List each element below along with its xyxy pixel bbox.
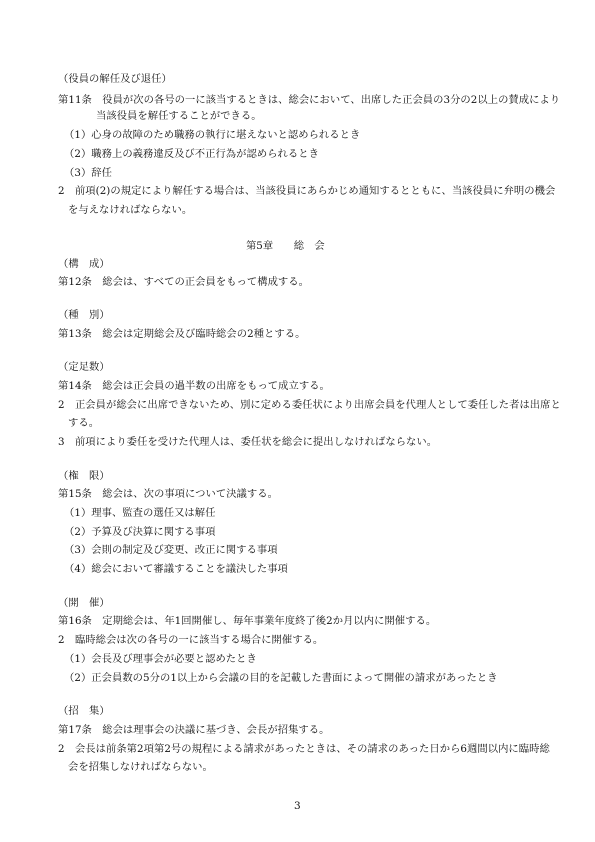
paragraph-2-continuation: する。 [68, 417, 100, 429]
chapter-title: 第5章 総 会 [246, 240, 325, 252]
article-11-continuation: 当該役員を解任することができる。 [96, 110, 262, 122]
article-12-text: 第12条 総会は、すべての正会員をもって構成する。 [58, 276, 309, 288]
article-13-text: 第13条 総会は定期総会及び臨時総会の2種とする。 [58, 328, 306, 340]
list-item: （2）正会員数の5分の1以上から会議の目的を記載した書面によって開催の請求があったとき [64, 672, 498, 684]
list-item: （1）会長及び理事会が必要と認めたとき [64, 653, 257, 665]
list-item: （1）理事、監査の選任又は解任 [64, 507, 216, 519]
paragraph-2: 2 前項(2)の規定により解任する場合は、当該役員にあらかじめ通知するとともに、当該役員に弁明の機会 [58, 185, 556, 197]
paragraph-2: 2 正会員が総会に出席できないため、別に定める委任状により出席会員を代理人として委任した者は出席と [58, 399, 561, 411]
list-item: （2）職務上の義務違反及び不正行為が認められるとき [64, 148, 319, 160]
list-item: （3）辞任 [64, 167, 112, 179]
paragraph-2-continuation: 会を招集しなければならない。 [68, 761, 213, 773]
section-heading: （種 別） [58, 309, 110, 321]
section-heading: （権 限） [58, 470, 110, 482]
article-11-text: 第11条 役員が次の各号の一に該当するときは、総会において、出席した正会員の3分の2以上の賛成により [58, 94, 561, 106]
article-14-text: 第14条 総会は正会員の過半数の出席をもって成立する。 [58, 380, 330, 392]
section-heading: （役員の解任及び退任） [58, 73, 172, 85]
section-heading: （招 集） [58, 705, 110, 717]
list-item: （1）心身の故障のため職務の執行に堪えないと認められるとき [64, 129, 361, 141]
section-heading: （定足数） [58, 361, 110, 373]
section-heading: （開 催） [58, 597, 110, 609]
article-16-text: 第16条 定期総会は、年1回開催し、毎年事業年度終了後2か月以内に開催する。 [58, 615, 437, 627]
list-item: （4）総会において審議することを議決した事項 [64, 563, 288, 575]
list-item: （3）会則の制定及び変更、改正に関する事項 [64, 544, 278, 556]
list-item: （2）予算及び決算に関する事項 [64, 526, 216, 538]
paragraph-3: 3 前項により委任を受けた代理人は、委任状を総会に提出しなければならない。 [58, 436, 438, 448]
page-number: 3 [294, 800, 301, 812]
article-15-text: 第15条 総会は、次の事項について決議する。 [58, 488, 278, 500]
section-heading: （構 成） [58, 258, 110, 270]
paragraph-2: 2 会長は前条第2項第2号の規程による請求があったときは、その請求のあった日から6週間以内に臨時総 [58, 743, 550, 755]
article-17-text: 第17条 総会は理事会の決議に基づき、会長が招集する。 [58, 724, 330, 736]
paragraph-2: 2 臨時総会は次の各号の一に該当する場合に開催する。 [58, 634, 324, 646]
paragraph-2-continuation: を与えなければならない。 [68, 204, 193, 216]
